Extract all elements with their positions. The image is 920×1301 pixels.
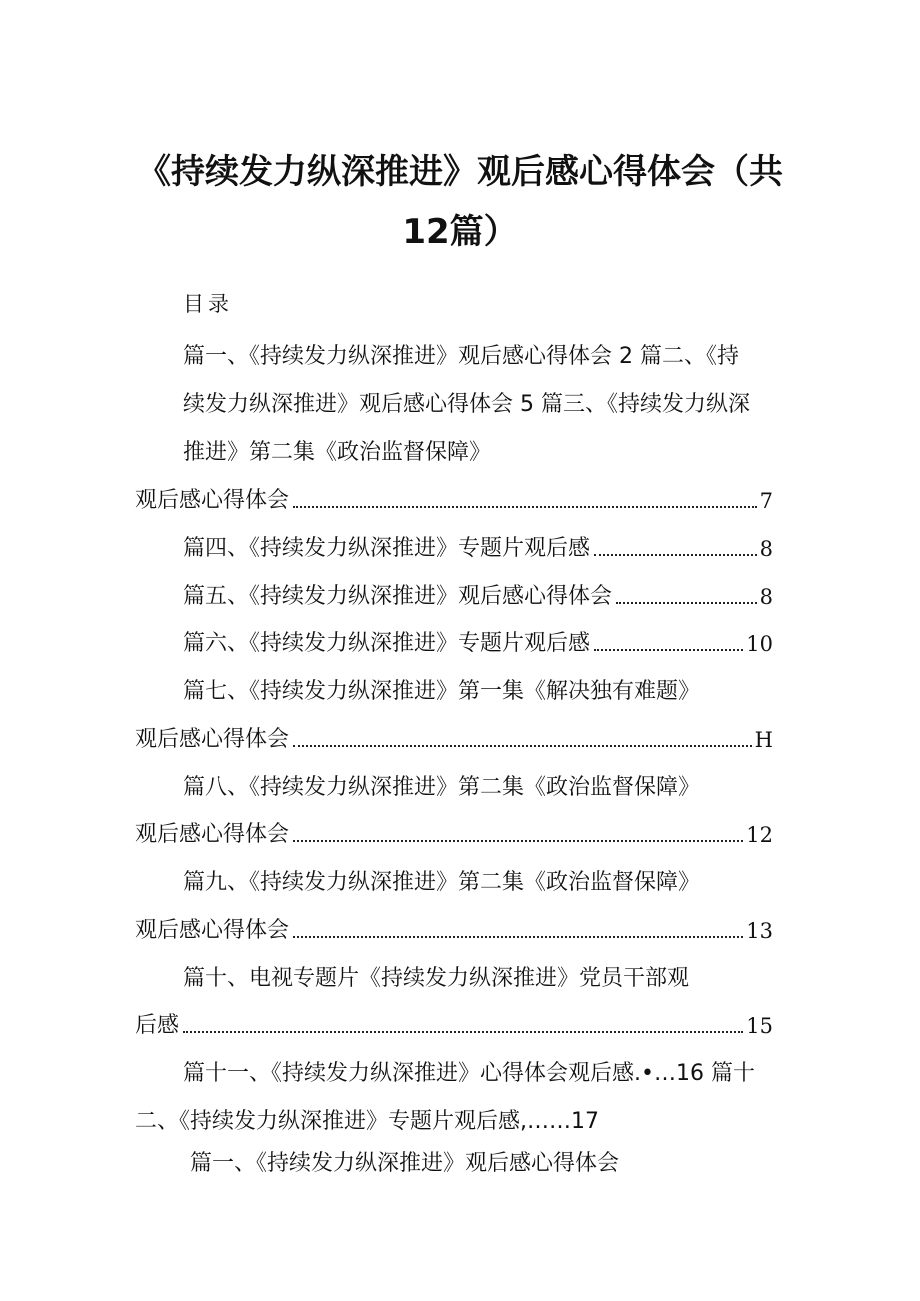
toc-leader-dots	[293, 506, 757, 508]
toc-entry-text: 篇五、《持续发力纵深推进》观后感心得体会	[183, 584, 613, 609]
toc-tail-line-2: 二、《持续发力纵深推进》专题片观后感,……17	[135, 1109, 599, 1134]
toc-entry[interactable]	[183, 533, 773, 565]
toc-entry-text: 后感	[135, 1013, 180, 1038]
toc-entry[interactable]	[135, 485, 773, 517]
document-title-line-1: 《持续发力纵深推进》观后感心得体会（共	[137, 152, 783, 192]
toc-entry-lead: 篇七、《持续发力纵深推进》第一集《解决独有难题》	[183, 679, 701, 704]
toc-page-number: 10	[746, 632, 773, 656]
toc-leader-dots	[293, 840, 743, 842]
toc-entry-text: 观后感心得体会	[135, 918, 290, 943]
toc-entry[interactable]	[135, 915, 773, 947]
toc-page-number: 8	[759, 537, 773, 561]
toc-leader-dots	[293, 745, 752, 747]
toc-leader-dots	[594, 554, 757, 556]
toc-leader-dots	[183, 1031, 743, 1033]
toc-entry[interactable]	[183, 628, 773, 660]
toc-intro-line-3: 推进》第二集《政治监督保障》	[183, 440, 492, 465]
document-title-line-2: 12篇）	[402, 212, 518, 252]
toc-page-number: 13	[746, 919, 773, 943]
toc-page-number: 12	[746, 823, 773, 847]
toc-page-number: H	[754, 728, 773, 752]
toc-entry-text: 篇六、《持续发力纵深推进》专题片观后感	[183, 631, 591, 656]
section-heading: 篇一、《持续发力纵深推进》观后感心得体会	[190, 1151, 620, 1176]
toc-entry-lead: 篇八、《持续发力纵深推进》第二集《政治监督保障》	[183, 775, 701, 800]
toc-intro-line-1: 篇一、《持续发力纵深推进》观后感心得体会 2 篇二、《持	[183, 344, 739, 369]
toc-leader-dots	[293, 936, 743, 938]
toc-page-number: 15	[746, 1014, 773, 1038]
toc-entry[interactable]	[135, 1010, 773, 1042]
toc-heading: 目录	[183, 292, 233, 316]
toc-page-number: 7	[759, 489, 773, 513]
toc-leader-dots	[594, 649, 743, 651]
toc-entry-lead: 篇十、电视专题片《持续发力纵深推进》党员干部观	[183, 966, 690, 991]
toc-entry-text: 观后感心得体会	[135, 488, 290, 513]
toc-entry-text: 观后感心得体会	[135, 727, 290, 752]
toc-entry-text: 观后感心得体会	[135, 822, 290, 847]
toc-intro-line-2: 续发力纵深推进》观后感心得体会 5 篇三、《持续发力纵深	[183, 392, 750, 417]
toc-entry[interactable]	[183, 581, 773, 613]
toc-tail-line-1: 篇十一、《持续发力纵深推进》心得体会观后感.•…16 篇十	[183, 1061, 755, 1086]
toc-leader-dots	[616, 602, 757, 604]
toc-entry-lead: 篇九、《持续发力纵深推进》第二集《政治监督保障》	[183, 870, 701, 895]
toc-entry-text: 篇四、《持续发力纵深推进》专题片观后感	[183, 536, 591, 561]
toc-entry[interactable]	[135, 724, 773, 756]
toc-page-number: 8	[759, 585, 773, 609]
toc-entry[interactable]	[135, 819, 773, 851]
